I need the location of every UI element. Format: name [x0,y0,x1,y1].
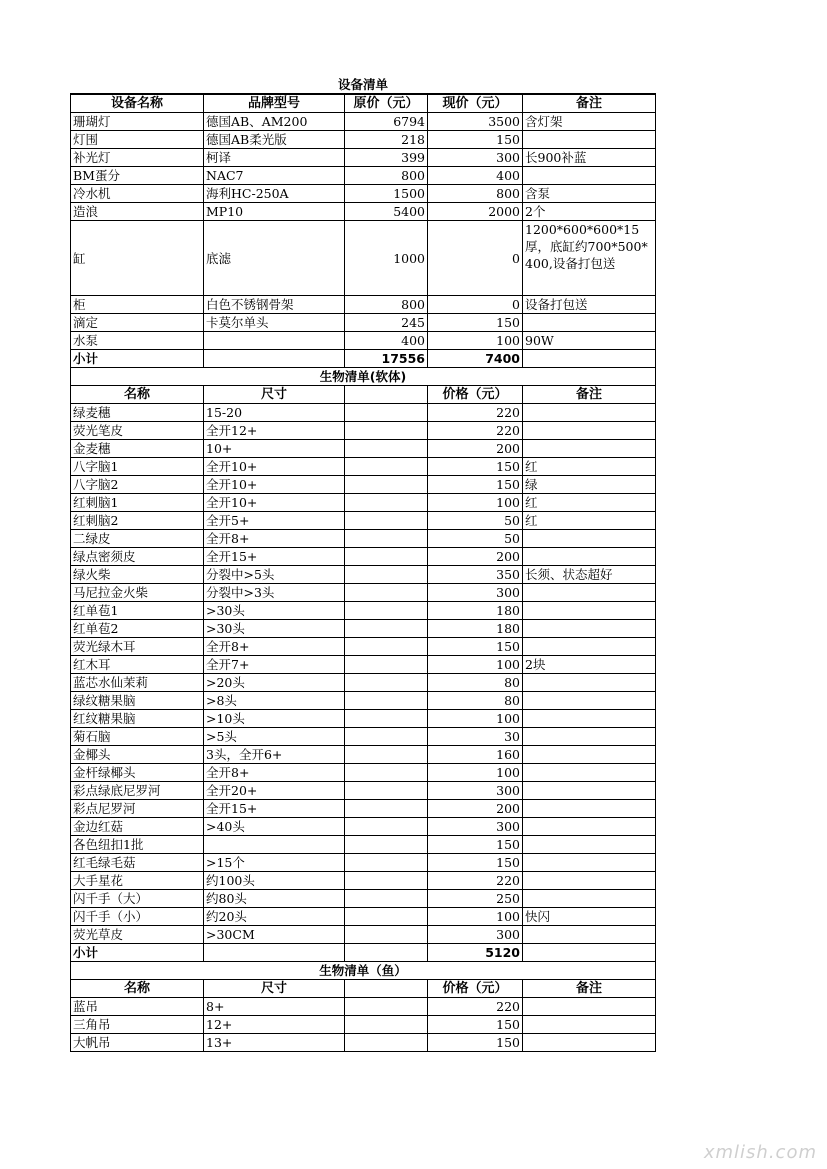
item-size-cell: 全开8+ [204,764,345,782]
equipment-model-cell: 底滤 [204,221,345,296]
item-price-cell: 180 [428,620,523,638]
item-price-cell: 150 [428,854,523,872]
item-name-cell: 八字脑1 [71,458,204,476]
table-row [71,800,656,818]
empty-cell [345,458,428,476]
soft-header-row [71,386,656,404]
item-name-cell: 红单苞2 [71,620,204,638]
table-row [71,926,656,944]
empty-cell [345,926,428,944]
item-name-cell: 菊石脑 [71,728,204,746]
item-size-cell: >30头 [204,620,345,638]
item-name-cell: 金椰头 [71,746,204,764]
empty-cell [345,656,428,674]
item-name-cell: 红纹糖果脑 [71,710,204,728]
equipment-original-price-cell: 1000 [345,221,428,296]
item-note-cell [523,836,656,854]
table-row [71,998,656,1016]
col-header: 名称 [71,980,204,998]
inventory-sheet [70,76,655,1052]
item-note-cell [523,710,656,728]
item-name-cell: 荧光笔皮 [71,422,204,440]
empty-cell [345,854,428,872]
table-row [71,890,656,908]
table-row [71,710,656,728]
item-note-cell [523,998,656,1016]
empty-cell [345,440,428,458]
col-header: 价格（元） [428,386,523,404]
empty-cell [345,494,428,512]
equipment-current-price-cell: 0 [428,296,523,314]
soft-section-title: 生物清单(软体) [71,368,656,386]
empty-cell [345,422,428,440]
empty-cell [345,638,428,656]
empty-cell [345,476,428,494]
item-price-cell: 150 [428,1034,523,1052]
item-price-cell: 100 [428,710,523,728]
equipment-subtotal-row [71,350,656,368]
table-row [71,1034,656,1052]
equipment-note-cell [523,167,656,185]
empty-cell [345,1016,428,1034]
item-note-cell [523,530,656,548]
item-size-cell: >20头 [204,674,345,692]
equipment-model-cell: 柯译 [204,149,345,167]
subtotal-label: 小计 [71,944,204,962]
item-size-cell [204,836,345,854]
subtotal-value: 5120 [428,944,523,962]
item-note-cell [523,854,656,872]
col-header [345,980,428,998]
item-price-cell: 200 [428,800,523,818]
empty-cell [345,782,428,800]
col-header: 品牌型号 [204,94,345,113]
empty-cell [204,350,345,368]
table-row [71,494,656,512]
item-name-cell: 大手星花 [71,872,204,890]
equipment-model-cell: 海利HC-250A [204,185,345,203]
soft-title-row [71,368,656,386]
item-price-cell: 50 [428,530,523,548]
equipment-model-cell: 白色不锈钢骨架 [204,296,345,314]
item-price-cell: 150 [428,476,523,494]
item-note-cell [523,638,656,656]
inventory-table-body [71,76,656,1052]
empty-cell [345,746,428,764]
item-name-cell: 闪千手（大） [71,890,204,908]
item-price-cell: 80 [428,692,523,710]
table-row [71,674,656,692]
empty-cell [523,350,656,368]
table-row [71,476,656,494]
table-row [71,113,656,131]
item-name-cell: 红刺脑1 [71,494,204,512]
item-size-cell: 全开5+ [204,512,345,530]
equipment-name-cell: 滴定 [71,314,204,332]
empty-cell [345,692,428,710]
item-name-cell: 红木耳 [71,656,204,674]
equipment-title-row [71,76,656,94]
equipment-current-price-cell: 2000 [428,203,523,221]
equipment-note-cell [523,314,656,332]
item-price-cell: 300 [428,818,523,836]
item-name-cell: 蓝芯水仙茉莉 [71,674,204,692]
item-name-cell: 绿麦穗 [71,404,204,422]
item-size-cell: 全开20+ [204,782,345,800]
item-note-cell [523,584,656,602]
equipment-name-cell: 冷水机 [71,185,204,203]
item-note-cell [523,764,656,782]
item-name-cell: 彩点绿底尼罗河 [71,782,204,800]
fish-section-title: 生物清单（鱼） [71,962,656,980]
item-size-cell: >30CM [204,926,345,944]
empty-cell [345,764,428,782]
table-row [71,656,656,674]
item-name-cell: 绿火柴 [71,566,204,584]
table-row [71,818,656,836]
table-row [71,872,656,890]
item-size-cell: 15-20 [204,404,345,422]
item-price-cell: 220 [428,872,523,890]
equipment-name-cell: 灯围 [71,131,204,149]
item-size-cell: 10+ [204,440,345,458]
item-size-cell: 3头，全开6+ [204,746,345,764]
item-size-cell: 全开10+ [204,494,345,512]
item-note-cell: 红 [523,458,656,476]
item-size-cell: 8+ [204,998,345,1016]
item-name-cell: 荧光草皮 [71,926,204,944]
equipment-model-cell: MP10 [204,203,345,221]
empty-cell [345,548,428,566]
table-row [71,854,656,872]
table-row [71,203,656,221]
table-row [71,185,656,203]
item-size-cell: >30头 [204,602,345,620]
empty-cell [345,584,428,602]
empty-cell [345,836,428,854]
item-note-cell [523,728,656,746]
col-header: 名称 [71,386,204,404]
col-header: 尺寸 [204,386,345,404]
empty-cell [345,998,428,1016]
item-name-cell: 金杆绿椰头 [71,764,204,782]
item-note-cell: 红 [523,494,656,512]
empty-cell [345,602,428,620]
item-size-cell: >5头 [204,728,345,746]
item-name-cell: 八字脑2 [71,476,204,494]
equipment-original-price-cell: 245 [345,314,428,332]
item-note-cell [523,1016,656,1034]
col-header: 备注 [523,980,656,998]
item-note-cell [523,692,656,710]
table-row [71,512,656,530]
equipment-note-cell: 90W [523,332,656,350]
item-note-cell [523,620,656,638]
item-note-cell: 2块 [523,656,656,674]
equipment-note-cell: 长900补蓝 [523,149,656,167]
item-note-cell [523,782,656,800]
item-note-cell [523,800,656,818]
equipment-original-price-cell: 800 [345,296,428,314]
item-size-cell: >15个 [204,854,345,872]
table-row [71,728,656,746]
item-note-cell [523,818,656,836]
equipment-name-cell: 补光灯 [71,149,204,167]
item-price-cell: 80 [428,674,523,692]
item-name-cell: 三角吊 [71,1016,204,1034]
item-price-cell: 250 [428,890,523,908]
table-row [71,221,656,296]
equipment-model-cell: NAC7 [204,167,345,185]
empty-cell [345,818,428,836]
equipment-note-cell [523,131,656,149]
equipment-current-price-cell: 0 [428,221,523,296]
item-name-cell: 马尼拉金火柴 [71,584,204,602]
item-name-cell: 绿纹糖果脑 [71,692,204,710]
table-row [71,422,656,440]
empty-cell [345,404,428,422]
item-note-cell: 红 [523,512,656,530]
watermark-logo: xmlish.com [703,1142,817,1163]
table-row [71,638,656,656]
empty-cell [345,674,428,692]
item-name-cell: 蓝吊 [71,998,204,1016]
equipment-name-cell: 珊瑚灯 [71,113,204,131]
fish-header-row [71,980,656,998]
equipment-original-price-cell: 1500 [345,185,428,203]
empty-cell [345,908,428,926]
table-row [71,314,656,332]
col-header: 备注 [523,94,656,113]
item-price-cell: 220 [428,422,523,440]
equipment-model-cell: 卡莫尔单头 [204,314,345,332]
table-row [71,620,656,638]
item-price-cell: 300 [428,926,523,944]
equipment-original-price-cell: 400 [345,332,428,350]
item-note-cell: 长须、状态超好 [523,566,656,584]
equipment-original-price-cell: 800 [345,167,428,185]
item-size-cell: 全开7+ [204,656,345,674]
item-price-cell: 100 [428,764,523,782]
empty-cell [345,872,428,890]
item-note-cell [523,890,656,908]
item-size-cell: >10头 [204,710,345,728]
table-row [71,566,656,584]
table-row [71,782,656,800]
empty-cell [345,1034,428,1052]
item-size-cell: >8头 [204,692,345,710]
empty-cell [345,710,428,728]
item-name-cell: 二绿皮 [71,530,204,548]
item-price-cell: 100 [428,656,523,674]
empty-cell [345,512,428,530]
subtotal-label: 小计 [71,350,204,368]
col-header: 尺寸 [204,980,345,998]
item-size-cell: 分裂中>5头 [204,566,345,584]
equipment-model-cell [204,332,345,350]
table-row [71,908,656,926]
item-name-cell: 红刺脑2 [71,512,204,530]
equipment-note-cell: 含灯架 [523,113,656,131]
item-size-cell: >40头 [204,818,345,836]
item-note-cell [523,1034,656,1052]
subtotal-original-price: 17556 [345,350,428,368]
item-price-cell: 200 [428,440,523,458]
item-name-cell: 金麦穗 [71,440,204,458]
table-row [71,167,656,185]
col-header: 现价（元） [428,94,523,113]
table-row [71,764,656,782]
item-name-cell: 金边红菇 [71,818,204,836]
table-row [71,332,656,350]
equipment-name-cell: 缸 [71,221,204,296]
table-row [71,530,656,548]
table-row [71,440,656,458]
item-note-cell [523,926,656,944]
item-price-cell: 150 [428,836,523,854]
item-size-cell: 分裂中>3头 [204,584,345,602]
equipment-current-price-cell: 3500 [428,113,523,131]
equipment-original-price-cell: 218 [345,131,428,149]
table-row [71,548,656,566]
table-row [71,131,656,149]
equipment-name-cell: 水泵 [71,332,204,350]
equipment-current-price-cell: 150 [428,131,523,149]
item-price-cell: 350 [428,566,523,584]
table-row [71,602,656,620]
table-row [71,584,656,602]
col-header: 价格（元） [428,980,523,998]
item-note-cell [523,674,656,692]
item-size-cell: 全开10+ [204,458,345,476]
table-row [71,296,656,314]
equipment-current-price-cell: 400 [428,167,523,185]
item-note-cell: 快闪 [523,908,656,926]
item-price-cell: 150 [428,1016,523,1034]
col-header: 设备名称 [71,94,204,113]
item-note-cell [523,440,656,458]
item-size-cell: 约80头 [204,890,345,908]
empty-cell [345,890,428,908]
item-name-cell: 红单苞1 [71,602,204,620]
item-name-cell: 大帆吊 [71,1034,204,1052]
item-note-cell [523,548,656,566]
item-note-cell [523,404,656,422]
table-row [71,1016,656,1034]
item-price-cell: 100 [428,908,523,926]
inventory-table [70,76,656,1052]
item-price-cell: 50 [428,512,523,530]
item-name-cell: 闪千手（小） [71,908,204,926]
item-size-cell: 12+ [204,1016,345,1034]
equipment-original-price-cell: 6794 [345,113,428,131]
item-note-cell: 绿 [523,476,656,494]
equipment-name-cell: BM蛋分 [71,167,204,185]
item-name-cell: 绿点密须皮 [71,548,204,566]
item-size-cell: 约100头 [204,872,345,890]
item-price-cell: 300 [428,584,523,602]
soft-subtotal-row [71,944,656,962]
item-size-cell: 全开10+ [204,476,345,494]
item-note-cell [523,872,656,890]
fish-title-row [71,962,656,980]
equipment-original-price-cell: 399 [345,149,428,167]
table-row [71,458,656,476]
equipment-title: 设备清单 [71,76,656,94]
table-row [71,746,656,764]
item-price-cell: 220 [428,998,523,1016]
col-header [345,386,428,404]
table-row [71,404,656,422]
empty-cell [345,944,428,962]
equipment-note-cell: 含泵 [523,185,656,203]
item-price-cell: 150 [428,638,523,656]
item-note-cell [523,422,656,440]
item-size-cell: 全开8+ [204,530,345,548]
item-name-cell: 红毛绿毛菇 [71,854,204,872]
equipment-model-cell: 德国AB柔光版 [204,131,345,149]
item-size-cell: 全开15+ [204,800,345,818]
equipment-note-cell: 设备打包送 [523,296,656,314]
equipment-header-row [71,94,656,113]
item-price-cell: 100 [428,494,523,512]
item-price-cell: 180 [428,602,523,620]
item-size-cell: 全开8+ [204,638,345,656]
empty-cell [345,620,428,638]
item-price-cell: 200 [428,548,523,566]
empty-cell [345,800,428,818]
item-note-cell [523,602,656,620]
subtotal-current-price: 7400 [428,350,523,368]
item-name-cell: 彩点尼罗河 [71,800,204,818]
empty-cell [345,728,428,746]
equipment-original-price-cell: 5400 [345,203,428,221]
item-price-cell: 150 [428,458,523,476]
item-size-cell: 13+ [204,1034,345,1052]
equipment-note-cell: 1200*600*600*15厚，底缸约700*500*400,设备打包送 [523,221,656,296]
table-row [71,692,656,710]
empty-cell [345,530,428,548]
item-name-cell: 荧光绿木耳 [71,638,204,656]
equipment-current-price-cell: 100 [428,332,523,350]
empty-cell [204,944,345,962]
item-size-cell: 全开15+ [204,548,345,566]
table-row [71,836,656,854]
col-header: 备注 [523,386,656,404]
equipment-current-price-cell: 800 [428,185,523,203]
equipment-current-price-cell: 300 [428,149,523,167]
equipment-name-cell: 造浪 [71,203,204,221]
empty-cell [523,944,656,962]
item-size-cell: 约20头 [204,908,345,926]
item-price-cell: 30 [428,728,523,746]
equipment-name-cell: 柜 [71,296,204,314]
table-row [71,149,656,167]
col-header: 原价（元） [345,94,428,113]
equipment-current-price-cell: 150 [428,314,523,332]
item-price-cell: 160 [428,746,523,764]
empty-cell [345,566,428,584]
item-note-cell [523,746,656,764]
item-price-cell: 300 [428,782,523,800]
equipment-model-cell: 德国AB、AM200 [204,113,345,131]
equipment-note-cell: 2个 [523,203,656,221]
item-name-cell: 各色纽扣1批 [71,836,204,854]
item-price-cell: 220 [428,404,523,422]
item-size-cell: 全开12+ [204,422,345,440]
